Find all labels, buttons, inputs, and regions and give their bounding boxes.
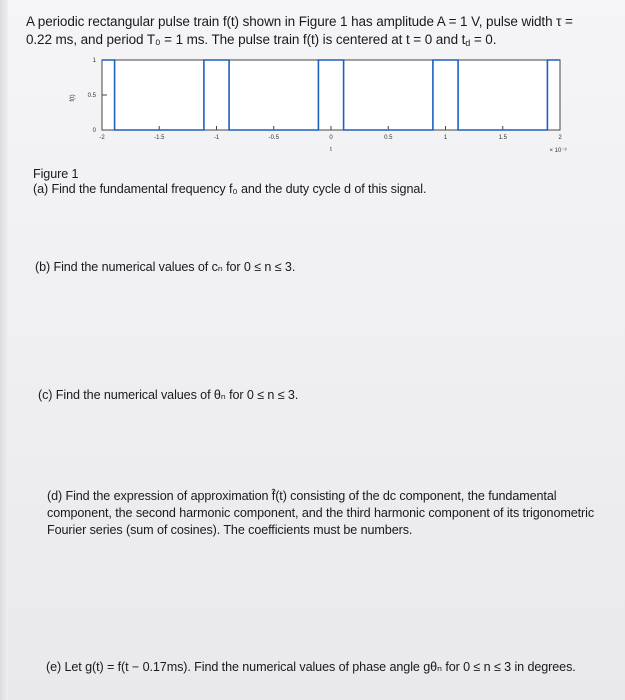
y-tick-label: 0.5 xyxy=(87,93,96,99)
x-tick-label: -0.5 xyxy=(268,135,279,141)
figure-1-plot xyxy=(60,54,580,164)
intro-line-2: 0.22 ms, and period T₀ = 1 ms. The pulse train f(t) is centered at t = 0 and t xyxy=(26,32,466,47)
x-tick-label: 1.5 xyxy=(498,135,507,141)
y-axis-label: f(t) xyxy=(70,94,76,102)
intro-line-1: A periodic rectangular pulse train f(t) shown in Figure 1 has amplitude A = 1 V, pulse width τ = xyxy=(26,14,573,29)
x-scale-label: × 10⁻³ xyxy=(549,148,567,154)
x-tick-label: -1.5 xyxy=(154,135,165,141)
question-c: (c) Find the numerical values of θₙ for 0 ≤ n ≤ 3. xyxy=(38,388,299,402)
intro-line-2-end: = 0. xyxy=(470,32,497,47)
x-tick-label: 0 xyxy=(329,135,333,141)
figure-caption: Figure 1 xyxy=(33,167,79,181)
question-a: (a) Find the fundamental frequency f₀ and the duty cycle d of this signal. xyxy=(33,182,427,196)
plot-area xyxy=(102,60,560,130)
problem-statement xyxy=(26,13,616,52)
question-d: (d) Find the expression of approximation f̂(t) consisting of the dc component, the fundamental component, the second harmonic component, and the third harmonic component of its trigonometric Fourier series (sum of cosines). The coefficients must be numbers. xyxy=(47,489,595,537)
pulse-train-chart xyxy=(60,54,580,164)
x-tick-label: 1 xyxy=(443,135,448,141)
x-axis-label: t xyxy=(330,147,332,153)
page-edge-shadow xyxy=(0,0,8,700)
question-e: (e) Let g(t) = f(t − 0.17ms). Find the numerical values of phase angle gθₙ for 0 ≤ n ≤ 3 in degrees. xyxy=(46,660,576,674)
x-tick-label: 2 xyxy=(558,135,562,141)
y-tick-label: 1 xyxy=(92,58,96,64)
intro-line-2-sub: d xyxy=(465,38,471,48)
x-tick-label: 0.5 xyxy=(384,135,393,141)
x-tick-label: -1 xyxy=(213,135,220,141)
question-b: (b) Find the numerical values of cₙ for 0 ≤ n ≤ 3. xyxy=(35,260,296,274)
y-tick-label: 0 xyxy=(92,128,96,134)
x-tick-label: -2 xyxy=(99,135,105,141)
